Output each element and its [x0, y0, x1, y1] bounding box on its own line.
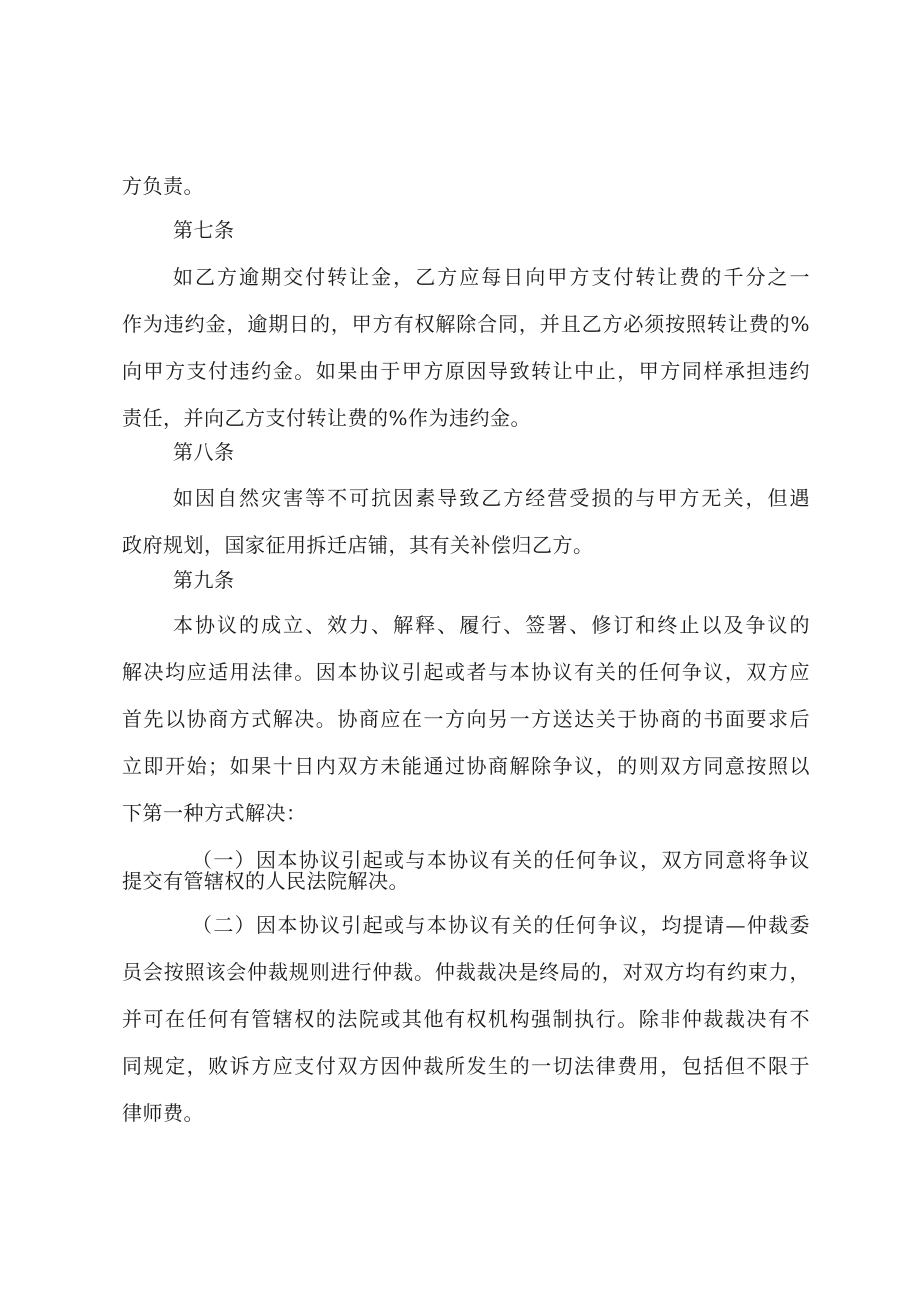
text-line: 如因自然灾害等不可抗因素导致乙方经营受损的与甲方无关，但遇	[173, 486, 810, 510]
clause-2-line: 同规定，败诉方应支付双方因仲裁所发生的一切法律费用，包括但不限于	[122, 1054, 810, 1078]
article-8-heading: 第八条	[173, 440, 235, 464]
text-line: 本协议的成立、效力、解释、履行、签署、修订和终止以及争议的	[173, 613, 810, 637]
clause-1-line: （一）因本协议引起或与本协议有关的任何争议，双方同意将争议	[192, 848, 810, 872]
clause-2-line: （二）因本协议引起或与本协议有关的任何争议，均提请—仲裁委	[192, 913, 810, 937]
article-7-heading: 第七条	[173, 218, 235, 242]
text-line: 首先以协商方式解决。协商应在一方向另一方送达关于协商的书面要求后	[122, 707, 810, 731]
text-line: 下第一种方式解决：	[122, 801, 307, 825]
text-line: 如乙方逾期交付转让金，乙方应每日向甲方支付转让费的千分之一	[173, 265, 810, 289]
text-line: 向甲方支付违约金。如果由于甲方原因导致转让中止，甲方同样承担违约	[122, 359, 810, 383]
clause-2-line: 律师费。	[122, 1101, 204, 1125]
clause-2-line: 员会按照该会仲裁规则进行仲裁。仲裁裁决是终局的，对双方均有约束力，	[122, 960, 810, 984]
article-9-heading: 第九条	[173, 568, 235, 592]
text-line: 政府规划，国家征用拆迁店铺，其有关补偿归乙方。	[122, 533, 594, 557]
text-line: 作为违约金，逾期日的，甲方有权解除合同，并且乙方必须按照转让费的%	[122, 312, 810, 336]
clause-2-line: 并可在任何有管辖权的法院或其他有权机构强制执行。除非仲裁裁决有不	[122, 1007, 810, 1031]
text-line: 立即开始；如果十日内双方未能通过协商解除争议，的则双方同意按照以	[122, 754, 810, 778]
text-line: 方负责。	[122, 174, 204, 198]
text-line: 责任，并向乙方支付转让费的%作为违约金。	[122, 406, 532, 430]
text-line: 解决均应适用法律。因本协议引起或者与本协议有关的任何争议，双方应	[122, 660, 810, 684]
clause-1-line: 提交有管辖权的人民法院解决。	[122, 869, 409, 893]
